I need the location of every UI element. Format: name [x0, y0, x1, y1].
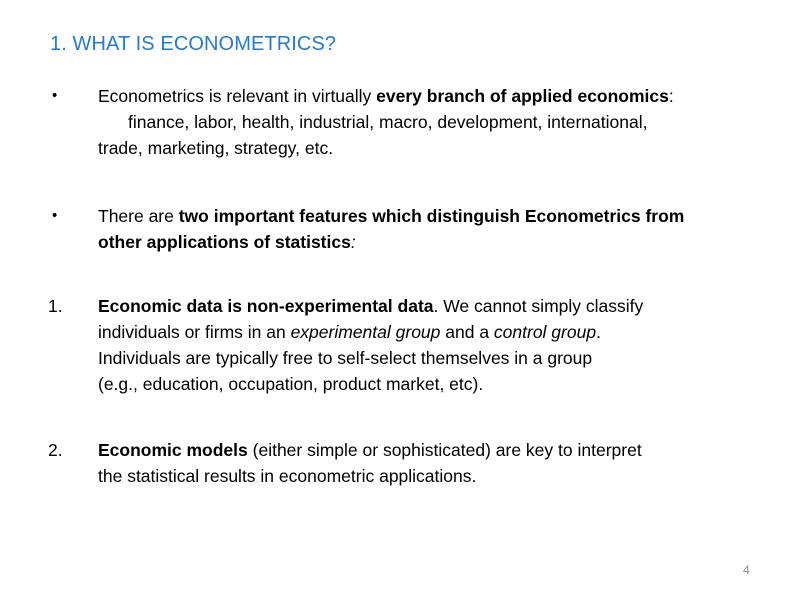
italic-text: : — [350, 232, 356, 252]
italic-text: experimental group — [290, 322, 441, 342]
text-run: individuals or firms in an — [98, 322, 291, 342]
text-line: the statistical results in econometric applications. — [98, 466, 477, 486]
item-text — [98, 293, 778, 397]
text-line: finance, labor, health, industrial, macro, development, international, — [128, 112, 648, 132]
text-run: There are — [98, 206, 179, 226]
bullet-text — [98, 83, 778, 161]
number-marker: 1. — [48, 296, 63, 316]
bold-text: other applications of statistics — [98, 232, 351, 252]
bullet-text — [98, 203, 778, 255]
bullet-marker: • — [52, 87, 58, 104]
item-text — [98, 437, 778, 489]
text-line: Individuals are typically free to self-select themselves in a group — [98, 348, 593, 368]
text-line — [98, 437, 778, 463]
bullet-marker: • — [52, 207, 58, 224]
slide-title: 1. WHAT IS ECONOMETRICS? — [50, 33, 337, 55]
text-run: : — [668, 86, 674, 106]
page-number: 4 — [743, 563, 750, 577]
text-line — [98, 319, 778, 345]
text-line — [98, 229, 778, 255]
bold-text: Economic data is non-experimental data — [98, 296, 434, 316]
bold-text: every branch of applied economics — [376, 86, 669, 106]
bold-text: two important features which distinguish Econometrics from — [178, 206, 685, 226]
text-run: Econometrics is relevant in virtually — [98, 86, 377, 106]
italic-text: control group — [493, 322, 597, 342]
text-run: . — [596, 322, 601, 342]
text-line — [98, 203, 778, 229]
text-line — [98, 293, 778, 319]
text-run: and a — [440, 322, 494, 342]
text-run: . We cannot simply classify — [433, 296, 644, 316]
text-line: (e.g., education, occupation, product market, etc). — [98, 374, 484, 394]
text-run: (either simple or sophisticated) are key to interpret — [247, 440, 642, 460]
number-marker: 2. — [48, 440, 63, 460]
bold-text: Economic models — [98, 440, 248, 460]
text-line: trade, marketing, strategy, etc. — [98, 138, 334, 158]
text-line — [98, 83, 778, 109]
